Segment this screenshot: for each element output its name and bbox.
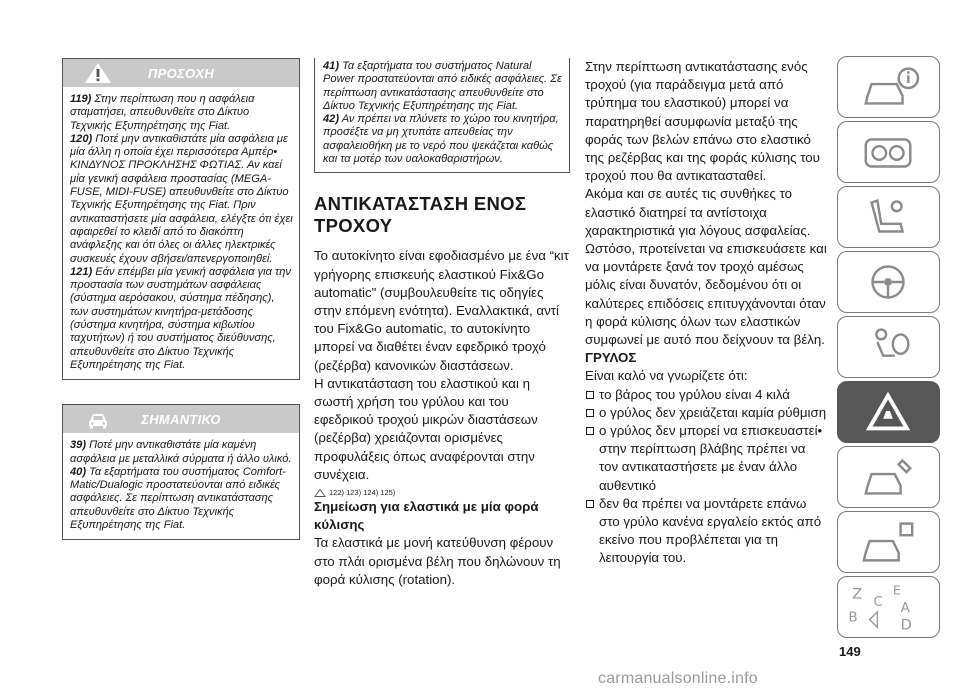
checkbox-square-icon xyxy=(586,500,594,508)
warning-note xyxy=(70,266,293,372)
seat-icon xyxy=(838,187,939,247)
index-letters-icon xyxy=(838,577,939,637)
important-box-body xyxy=(63,433,299,539)
tab-seat[interactable] xyxy=(837,186,940,248)
intro-paragraph: Το αυτοκίνητο είναι εφοδιασμένο με ένα “κιτ γρήγορης επισκευής ελαστικού Fix&Go automatic" (συμβουλευθείτε τις οδηγίες στην επόμενη ενότητα). Εναλλακτικά, αντί του Fix&Go automatic, το αυτοκίνητο μπορεί να διαθέτει έναν εφεδρικό τροχό (ρεζέρβα) κανονικών διαστάσεων. xyxy=(314,248,569,373)
important-note xyxy=(70,466,293,532)
note-text: Ποτέ μην αντικαθιστάτε μία καμένη ασφάλεια με μεταλλικά σύρματα ή άλλο υλικό. xyxy=(70,439,292,465)
continued-notes-box xyxy=(314,58,570,173)
car-info-icon xyxy=(838,57,939,117)
checkbox-square-icon xyxy=(586,427,594,435)
note-number: 42) xyxy=(323,113,340,126)
note-text: Ποτέ μην αντικαθιστάτε μία ασφάλεια με μία άλλη η οποία έχει περισσότερα Αμπέρ• ΚΙΝΔΥΝΟΣ ΠΡΟΚΛΗΣΗΣ ΦΩΤΙΑΣ. Αν καεί μία γενική ασφάλεια προστασίας (MEGA-FUSE, MIDI-FUSE) απευθυνθείτε στο Δίκτυο Τεχνικής Εξυπηρέτησης της Fiat. Πριν αντικαταστήσετε μία ασφάλεια, ελέγξτε ότι έχει αφαιρεθεί το κλειδί από το διακόπτη ανάφλεξης και ότι όλες οι άλλες ηλεκτρικές συσκευές έχουν σβήσει/απενεργοποιηθεί. xyxy=(70,132,293,265)
tab-wrench-car[interactable] xyxy=(837,446,940,508)
watermark: carmanualsonline.info xyxy=(598,670,758,687)
warning-box-header xyxy=(63,59,299,87)
note-text: Τα εξαρτήματα του συστήματος Comfort-Matic/Dualogic προστατεύονται από ειδικές ασφάλειες. Σε περίπτωση αντικατάστασης απευθυνθείτε στο Δίκτυο Τεχνικής Εξυπηρέτησης της Fiat. xyxy=(70,465,286,532)
intro-paragraph: Η αντικατάσταση του ελαστικού και η σωστή χρήση του γρύλου και του εφεδρικού τροχού μικρών διαστάσεων (ρεζέρβα) χρειάζονται ορισμένες προφυλάξεις όπως αναφέρονται στην συνέχεια. xyxy=(314,375,538,482)
road-warning-icon xyxy=(838,382,939,442)
jack-intro: Είναι καλό να γνωρίζετε ότι: xyxy=(585,368,748,384)
page-number: 149 xyxy=(839,644,861,659)
note-number: 40) xyxy=(70,465,87,478)
list-item xyxy=(585,422,827,495)
body-paragraph: Ωστόσο, προτείνεται να επισκευάσετε και να μοντάρετε ξανά τον τροχό αμέσως μόλις είναι δυνατόν, δεδομένου ότι οι καλύτερες επιδόσεις επιτυγχάνονται όταν η φορά κύλισης όλων των ελαστικών συμφωνεί με αυτό που δείχνουν τα βέλη. xyxy=(585,241,827,348)
list-item xyxy=(585,386,827,404)
index-letter: A xyxy=(900,599,910,616)
warning-box-title: ΠΡΟΣΟΧΗ xyxy=(147,66,215,81)
note-number: 41) xyxy=(323,60,340,72)
body-paragraph: Ακόμα και σε αυτές τις συνθήκες το ελαστικό διατηρεί τα αντίστοιχα χαρακτηριστικά για λόγους ασφαλείας. xyxy=(585,186,811,238)
tab-index[interactable] xyxy=(837,576,940,638)
checkbox-square-icon xyxy=(586,391,594,399)
note-text: Αν πρέπει να πλύνετε το χώρο του κινητήρα, προσέξτε να μη χτυπάτε απευθείας την ασφαλειοθήκη με το νερό που ψεκάζεται καθώς και τα μοτέρ των υαλοκαθαριστήρων. xyxy=(323,113,559,166)
note-text: Εάν επέμβει μία γενική ασφάλεια για την προστασία των συστημάτων ασφάλειας (σύστημα αερόσακου, σύστημα πέδησης), των συστημάτων κινητήρα-μετάδοσης (σύστημα κινητήρα, σύστημα κιβωτίου ταχυτήτων) ή του συστήματος διεύθυνσης, απευθυνθείτε στο Δίκτυο Τεχνικής Εξυπηρέτησης της Fiat. xyxy=(70,265,291,371)
right-column xyxy=(585,58,827,568)
continued-note xyxy=(323,60,563,113)
index-letter: D xyxy=(900,617,912,634)
index-letter: E xyxy=(892,582,901,598)
tab-car-info[interactable] xyxy=(837,56,940,118)
tab-airbag[interactable] xyxy=(837,316,940,378)
note-text: Τα εξαρτήματα του συστήματος Natural Power προστατεύονται από ειδικές ασφάλειες. Σε περίπτωση αντικατάστασης απευθυνθείτε στο Δίκτυο Τεχνικής Εξυπηρέτησης της Fiat. xyxy=(323,60,562,112)
warning-lights-icon xyxy=(838,122,939,182)
note-number: 39) xyxy=(70,439,87,452)
warning-box-body xyxy=(63,87,299,379)
section-title xyxy=(314,193,570,237)
body-paragraph: Στην περίπτωση αντικατάστασης ενός τροχού (για παράδειγμα μετά από τρύπημα του ελαστικού) μπορεί να παρατηρηθεί ασυμφωνία μεταξύ της φοράς των βελών επάνω στο ελαστικό της ρεζέρβας και της φοράς κύλισης του τροχού που θα αντικατασταθεί. xyxy=(585,59,820,184)
list-item-text: ο γρύλος δεν χρειάζεται καμία ρύθμιση xyxy=(599,404,827,420)
jack-heading: ΓΡΥΛΟΣ xyxy=(585,350,637,366)
checkbox-square-icon xyxy=(586,409,594,417)
note-number: 119) xyxy=(70,93,92,105)
section-title-line1: ΑΝΤΙΚΑΤΑΣΤΑΣΗ ΕΝΟΣ xyxy=(314,193,527,215)
wrench-car-icon xyxy=(838,447,939,507)
section-title-line2: ΤΡΟΧΟΥ xyxy=(314,215,393,237)
important-note xyxy=(70,439,293,466)
left-column xyxy=(62,58,300,564)
continued-note xyxy=(323,113,563,166)
airbag-icon xyxy=(838,317,939,377)
warning-note xyxy=(70,93,293,133)
list-item-text: δεν θα πρέπει να μοντάρετε επάνω στο γρύλο κανένα εργαλείο εκτός από εκείνο που προβλέπεται για τη λειτουργία του. xyxy=(599,495,822,566)
tab-steering-wheel[interactable] xyxy=(837,251,940,313)
tab-road-warning[interactable] xyxy=(837,381,940,443)
list-item-text: ο γρύλος δεν μπορεί να επισκευαστεί• στην περίπτωση βλάβης πρέπει να τον αντικαταστήσετε με έναν άλλο αυθεντικό xyxy=(599,423,823,493)
index-letter: B xyxy=(848,609,858,626)
note-number: 120) xyxy=(70,132,93,145)
index-letter: C xyxy=(873,594,883,611)
list-item-text: το βάρος του γρύλου είναι 4 κιλά xyxy=(599,386,790,402)
important-box-title: ΣΗΜΑΝΤΙΚΟ xyxy=(141,412,221,428)
middle-column xyxy=(314,58,570,589)
important-box xyxy=(62,404,300,540)
steering-wheel-icon xyxy=(838,252,939,312)
important-box-header xyxy=(63,405,299,433)
car-tech-icon xyxy=(838,512,939,572)
index-letter: Z xyxy=(852,586,863,603)
list-item xyxy=(585,404,827,422)
list-item xyxy=(585,495,827,568)
note-title: Σημείωση για ελαστικά με μία φορά κύλισης xyxy=(314,499,539,533)
warning-box xyxy=(62,58,300,380)
tab-car-tech[interactable] xyxy=(837,511,940,573)
note-text: Στην περίπτωση που η ασφάλεια σταματήσει, απευθυνθείτε στο Δίκτυο Τεχνικής Εξυπηρέτησης της Fiat. xyxy=(70,93,255,132)
warning-triangle-icon xyxy=(314,489,326,497)
warning-note xyxy=(70,133,293,266)
tab-warning-lights[interactable] xyxy=(837,121,940,183)
note-paragraph: Τα ελαστικά με μονή κατεύθυνση φέρουν στο πλάι ορισμένα βέλη που δηλώνουν τη φορά κύλισης (rotation). xyxy=(314,535,561,587)
reference-numbers: 122) 123) 124) 125) xyxy=(329,488,396,498)
warning-references xyxy=(314,488,570,497)
note-number: 121) xyxy=(70,265,93,278)
